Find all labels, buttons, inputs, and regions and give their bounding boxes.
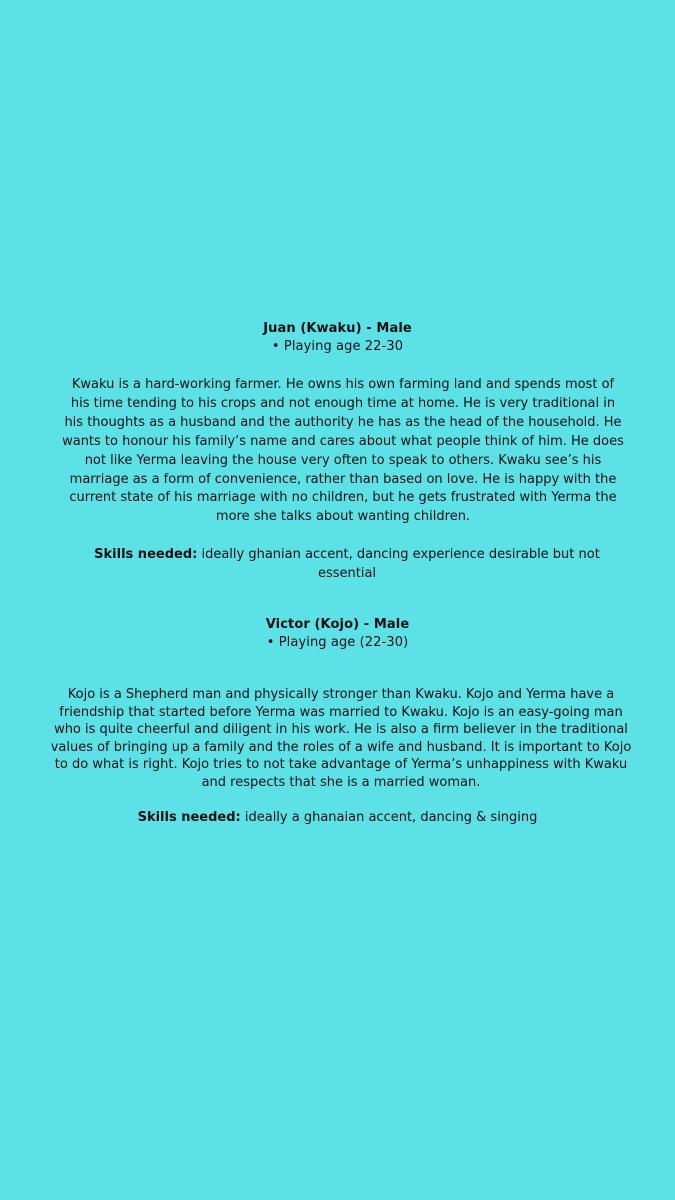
role-kwaku-playing-age: • Playing age 22-30 [271,339,404,354]
role-kojo-playing-age: • Playing age (22-30) [266,635,409,650]
role-kojo-title: Victor (Kojo) - Male [265,617,410,632]
role-kojo-description: Kojo is a Shepherd man and physically stronger than Kwaku. Kojo and Yerma have a friendship that started before Yerma was married to Kwaku. Kojo is an easy-going man who is quite cheerful and diligent in his work. He is also a firm believer in the traditional values of bringing up a family and the roles of a wife and husband. It is important to Kojo to do what is right. Kojo tries to not take advantage of Yerma’s unhappiness with Kwaku and respects that she is a married woman. [50,687,632,790]
role-kwaku-skills [92,545,602,583]
role-kojo-skills [60,808,615,827]
role-kwaku-title: Juan (Kwaku) - Male [263,321,412,336]
role-kwaku-header [0,320,675,356]
role-kojo-skills-label: Skills needed: [137,810,241,825]
role-kwaku-skills-value: ideally ghanian accent, dancing experience desirable but not essential [197,547,600,581]
role-kojo-skills-value: ideally a ghanaian accent, dancing & singing [240,810,538,825]
role-kwaku-description: Kwaku is a hard-working farmer. He owns his own farming land and spends most of his time tending to his crops and not enough time at home. He is very traditional in his thoughts as a husband and the authority he has as the head of the household. He wants to honour his family’s name and cares about what people think of him. He does not like Yerma leaving the house very often to speak to others. Kwaku see’s his marriage as a form of convenience, rather than based on love. He is happy with the current state of his marriage with no children, but he gets frustrated with Yerma the more she talks about wanting children. [62,377,624,525]
role-kwaku-skills-label: Skills needed: [94,547,198,562]
role-kojo-header [0,616,675,652]
